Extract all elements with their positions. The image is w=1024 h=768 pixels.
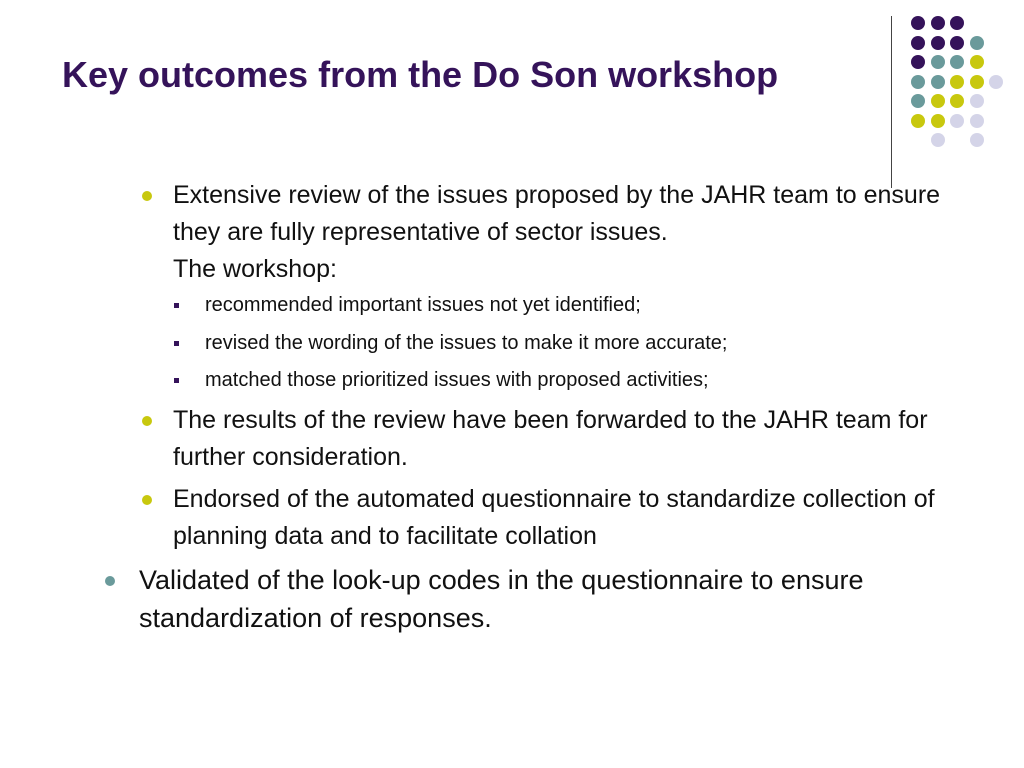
- sub-bullet-item-recommended: [205, 291, 965, 319]
- bullet-item-review: [173, 177, 973, 288]
- round-bullet-icon: [142, 191, 152, 201]
- round-bullet-icon: [142, 495, 152, 505]
- bullet-item-endorsed: [173, 481, 973, 555]
- bullet-text: Validated of the look-up codes in the questionnaire to ensure standardization of responses.: [139, 565, 864, 633]
- sub-bullet-item-matched: [205, 366, 965, 394]
- sub-bullet-text: matched those prioritized issues with proposed activities;: [205, 369, 709, 391]
- bullet-text: The results of the review have been forwarded to the JAHR team for further consideration.: [173, 406, 928, 471]
- bullet-item-validated: [139, 561, 959, 637]
- bullet-continuation: The workshop:: [173, 255, 337, 283]
- square-bullet-icon: [174, 378, 179, 383]
- sub-bullet-item-revised: [205, 329, 965, 357]
- slide-title: Key outcomes from the Do Son workshop: [62, 54, 779, 95]
- sub-bullet-text: revised the wording of the issues to make it more accurate;: [205, 332, 728, 354]
- sub-bullet-text: recommended important issues not yet identified;: [205, 294, 641, 316]
- bullet-text: Endorsed of the automated questionnaire to standardize collection of planning data and to facilitate collation: [173, 485, 935, 550]
- bullet-item-results: [173, 402, 973, 476]
- square-bullet-icon: [174, 341, 179, 346]
- bullet-text: Extensive review of the issues proposed by the JAHR team to ensure they are fully representative of sector issues.: [173, 181, 941, 246]
- round-bullet-icon: [105, 576, 115, 586]
- square-bullet-icon: [174, 303, 179, 308]
- round-bullet-icon: [142, 416, 152, 426]
